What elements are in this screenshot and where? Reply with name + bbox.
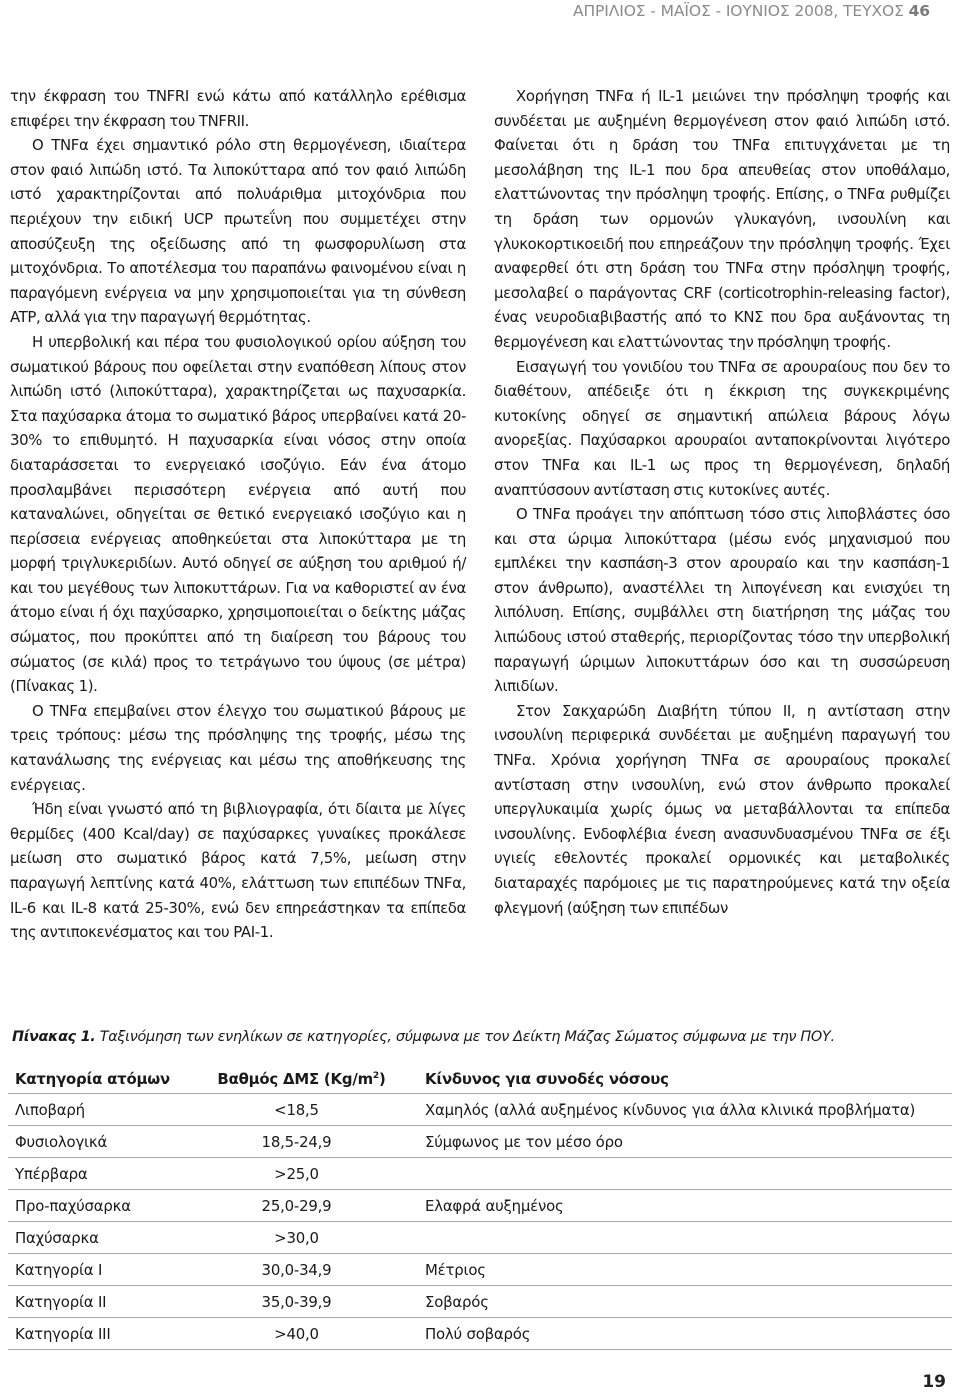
row-category: Κατηγορία Ι [8, 1254, 198, 1286]
row-risk: Πολύ σοβαρός [418, 1318, 952, 1350]
row-bmi: 30,0-34,9 [198, 1254, 418, 1286]
running-title: ΑΠΡΙΛΙΟΣ - ΜΑΪΟΣ - ΙΟΥΝΙΟΣ 2008, ΤΕΥΧΟΣ [572, 2, 904, 20]
header-risk: Κίνδυνος για συνοδές νόσους [418, 1064, 952, 1094]
running-header [573, 2, 930, 20]
header-category: Κατηγορία ατόμων [8, 1064, 198, 1094]
row-bmi: 25,0-29,9 [198, 1190, 418, 1222]
table-caption-number: Πίνακας 1. [12, 1029, 96, 1045]
row-category: Παχύσαρκα [8, 1222, 198, 1254]
right-paragraph-1: Χορήγηση TNFα ή IL-1 μειώνει την πρόσληψη τροφής και συνδέεται με αυξημένη θερμογένεση στον φαιό λιπώδη ιστό. Φαίνεται ότι η δράση του TNFα επιτυγχάνεται με τη μεσολάβηση της IL-1 που δρα απευθείας στον υποθάλαμο, ελαττώνοντας την πρόσληψη τροφής. Επίσης, ο TNFα ρυθμίζει τη δράση των ορμονών γλυκαγόνη, ινσουλίνη και γλυκοκορτικοειδή που επηρεάζουν την πρόσληψη τροφής. Έχει αναφερθεί ότι στη δράση του TNFα στην πρόσληψη τροφής, μεσολαβεί ο παράγοντας CRF (corticotrophin-releasing factor), ένας νευροδιαβιβαστής από το ΚΝΣ που δρα αυξάνοντας τη θερμογένεση και ελαττώνοντας την πρόσληψη τροφής. [494, 87, 950, 351]
header-bmi-prefix: Βαθμός ΔΜΣ (Kg/m [217, 1069, 373, 1088]
row-category: Προ-παχύσαρκα [8, 1190, 198, 1222]
table-caption [12, 1029, 952, 1045]
table-row [8, 1222, 952, 1254]
issue-number: 46 [908, 2, 930, 20]
table-row [8, 1286, 952, 1318]
left-paragraph-1: την έκφραση του TNFRI ενώ κάτω από κατάλληλο ερέθισμα επιφέρει την έκφραση του TNFRII. [10, 87, 466, 130]
row-bmi: >40,0 [198, 1318, 418, 1350]
row-bmi: >30,0 [198, 1222, 418, 1254]
row-risk [418, 1222, 952, 1254]
table-header-row [8, 1064, 952, 1094]
row-risk: Χαμηλός (αλλά αυξημένος κίνδυνος για άλλα κλινικά προβλήματα) [418, 1094, 952, 1126]
row-category: Κατηγορία ΙΙΙ [8, 1318, 198, 1350]
table-row [8, 1318, 952, 1350]
row-risk: Ελαφρά αυξημένος [418, 1190, 952, 1222]
table-caption-text: Ταξινόμηση των ενηλίκων σε κατηγορίες, σύμφωνα με τον Δείκτη Μάζας Σώματος σύμφωνα με την ΠΟΥ. [95, 1029, 835, 1045]
row-bmi: 35,0-39,9 [198, 1286, 418, 1318]
left-column [10, 84, 466, 945]
header-bmi-suffix: ) [378, 1069, 386, 1088]
right-paragraph-3: Ο TNFα προάγει την απόπτωση τόσο στις λιποβλάστες όσο και στα ώριμα λιποκύτταρα (μέσω ενός μηχανισμού που εμπλέκει την κασπάση-3 στον αρουραίο και την κασπάση-1 στον άνθρωπο), αναστέλλει τη λιπογένεση και ενισχύει τη λιπόλυση. Επίσης, συμβάλλει στη διατήρηση της μάζας του λιπώδους ιστού σταθερής, περιορίζοντας τόσο την υπερβολική παραγωγή ώριμων λιποκυττάρων όσο και τη συσσώρευση λιπιδίων. [494, 505, 950, 696]
row-risk: Μέτριος [418, 1254, 952, 1286]
table-row [8, 1254, 952, 1286]
table-row [8, 1126, 952, 1158]
right-paragraph-2: Εισαγωγή του γονιδίου του TNFα σε αρουραίους που δεν το διαθέτουν, απέδειξε ότι η έκκριση της συγκεκριμένης κυτοκίνης οδηγεί σε σημαντική απώλεια βάρους λόγω ανορεξίας. Παχύσαρκοι αρουραίοι ανταποκρίνονται λιγότερο στον TNFα και IL-1 ως προς τη θερμογένεση, δηλαδή αναπτύσσουν αντίσταση στις κυτοκίνες αυτές. [494, 357, 950, 499]
left-paragraph-4: Ο TNFα επεμβαίνει στον έλεγχο του σωματικού βάρους με τρεις τρόπους: μέσω της πρόσληψης της τροφής, μέσω της κατανάλωσης της ενέργειας και μέσω της αποθήκευσης της ενέργειας. [10, 701, 466, 794]
row-risk: Σύμφωνος με τον μέσο όρο [418, 1126, 952, 1158]
table-row [8, 1190, 952, 1222]
left-paragraph-3: Η υπερβολική και πέρα του φυσιολογικού ορίου αύξηση του σωματικού βάρους που οφείλεται στην εναπόθεση λίπους στον λιπώδη ιστό (λιποκύτταρα), χαρακτηρίζεται ως παχυσαρκία. Στα παχύσαρκα άτομα το σωματικό βάρος υπερβαίνει κατά 20-30% το επιθυμητό. Η παχυσαρκία είναι νόσος στην οποία διαταράσσεται το ενεργειακό ισοζύγιο. Εάν ένα άτομο προσλαμβάνει περισσότερη ενέργεια από αυτή που καταναλώνει, οδηγείται σε θετικό ενεργειακό ισοζύγιο και η περίσσεια ενέργειας αποθηκεύεται στα λιποκύτταρα με τη μορφή τριγλυκεριδίων. Αυτό οδηγεί σε αύξηση του αριθμού ή/και του μεγέθους των λιποκυττάρων. Για να καθοριστεί αν ένα άτομο είναι ή όχι παχύσαρκο, χρησιμοποιείται ο δείκτης μάζας σώματος, που προκύπτει από τη διαίρεση του βάρους του σώματος (σε κιλά) προς το τετράγωνο του ύψους (σε μέτρα) (Πίνακας 1). [10, 332, 466, 696]
row-category: Φυσιολογικά [8, 1126, 198, 1158]
bmi-classification-table [8, 1064, 952, 1350]
row-category: Κατηγορία ΙΙ [8, 1286, 198, 1318]
right-column [494, 84, 950, 920]
header-bmi [198, 1064, 418, 1094]
row-bmi: <18,5 [198, 1094, 418, 1126]
table-row [8, 1158, 952, 1190]
row-bmi: 18,5-24,9 [198, 1126, 418, 1158]
row-category: Υπέρβαρα [8, 1158, 198, 1190]
header-bmi-sup: 2 [372, 1070, 379, 1081]
page-number: 19 [922, 1372, 946, 1392]
table-row [8, 1094, 952, 1126]
row-risk: Σοβαρός [418, 1286, 952, 1318]
left-paragraph-5: Ήδη είναι γνωστό από τη βιβλιογραφία, ότι δίαιτα με λίγες θερμίδες (400 Kcal/day) σε παχύσαρκες γυναίκες προκάλεσε μείωση στο σωματικό βάρος κατά 7,5%, μείωση στην παραγωγή λεπτίνης κατά 40%, ελάττωση των επιπέδων TNFα, IL-6 και IL-8 κατά 25-30%, ενώ δεν επηρεάστηκαν τα επίπεδα της αντιποκενέσματος και του PAI-1. [10, 800, 466, 942]
right-paragraph-4: Στον Σακχαρώδη Διαβήτη τύπου ΙΙ, η αντίσταση στην ινσουλίνη περιφερικά συνδέεται με αυξημένη παραγωγή του TNFα. Χρόνια χορήγηση TNFα σε αρουραίους προκαλεί αντίσταση στην ινσουλίνη, ενώ στον άνθρωπο προκαλεί υπεργλυκαιμία χωρίς όμως να μεταβάλλονται τα επίπεδα ινσουλίνης. Ενδοφλέβια ένεση ανασυνδυασμένου TNFα σε έξι υγιείς εθελοντές προκαλεί ορμονικές και μεταβολικές διαταραχές παρόμοιες με τις παρατηρούμενες κατά την οξεία φλεγμονή (αύξηση των επιπέδων [494, 701, 950, 917]
left-paragraph-2: Ο TNFα έχει σημαντικό ρόλο στη θερμογένεση, ιδιαίτερα στον φαιό λιπώδη ιστό. Τα λιποκύτταρα από τον φαιό λιπώδη ιστό χαρακτηρίζονται από πολυάριθμα μιτοχόνδρια που περιέχουν την ειδική UCP πρωτεΐνη που συμμετέχει στην αποσύζευξη της οξείδωσης από τη φωσφορυλίωση στα μιτοχόνδρια. Το αποτέλεσμα του παραπάνω φαινομένου είναι η παραγόμενη ενέργεια να μην χρησιμοποιείται για τη σύνθεση ATP, αλλά για την παραγωγή θερμότητας. [10, 136, 466, 327]
row-risk [418, 1158, 952, 1190]
row-bmi: >25,0 [198, 1158, 418, 1190]
row-category: Λιποβαρή [8, 1094, 198, 1126]
